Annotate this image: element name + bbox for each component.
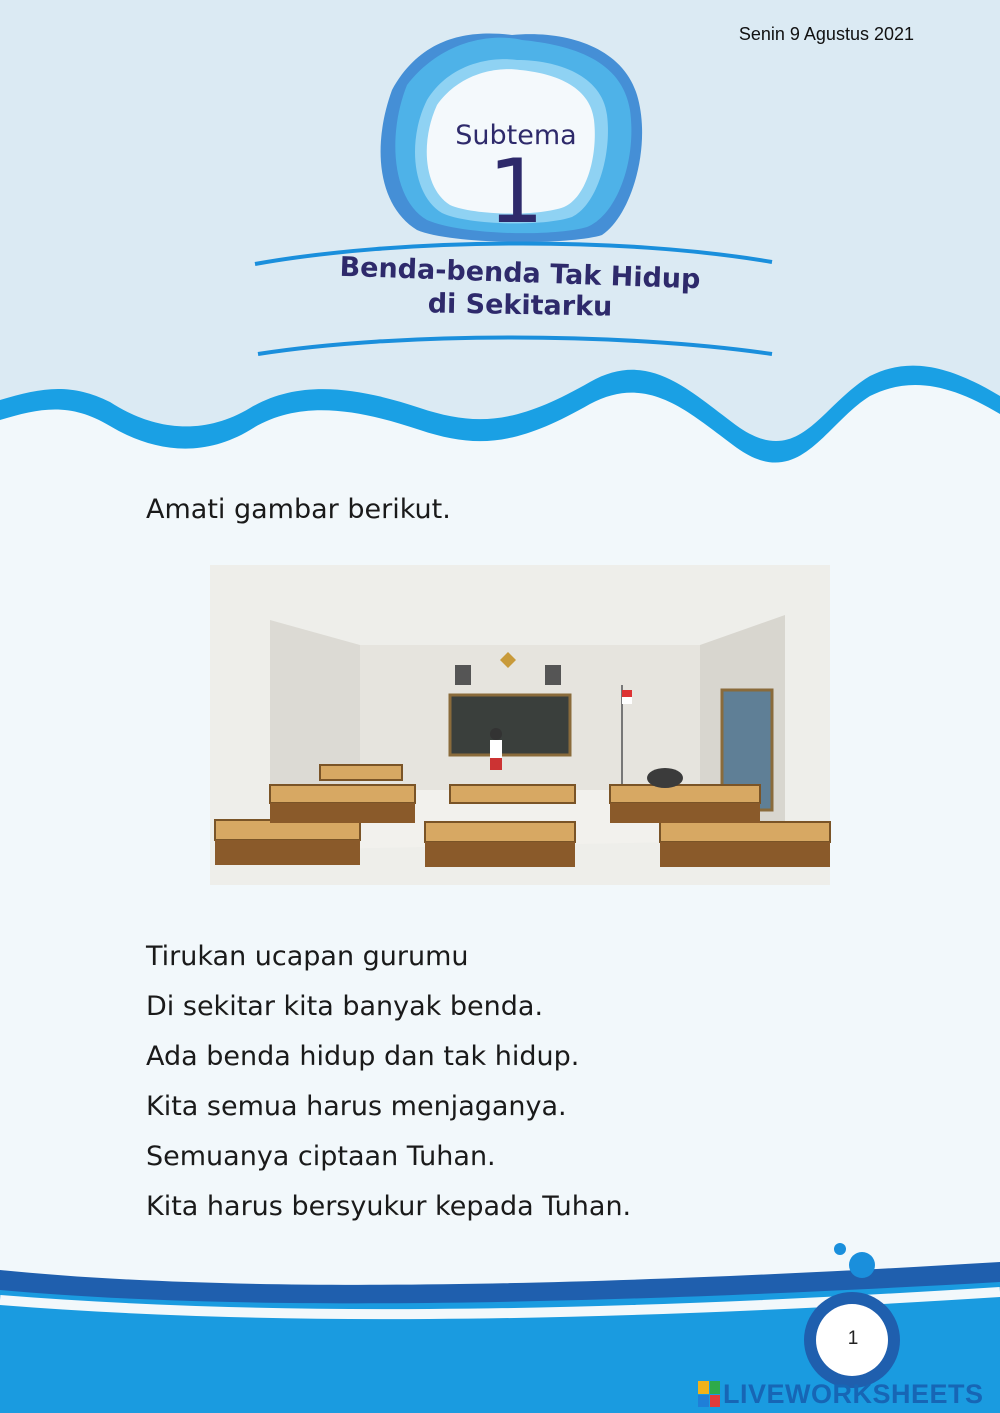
liveworksheets-logo <box>698 1378 984 1410</box>
classroom-illustration <box>200 560 840 890</box>
brand-text: LIVEWORKSHEETS <box>723 1378 984 1409</box>
date-label: Senin 9 Agustus 2021 <box>738 24 914 44</box>
subtema-title-line1: Benda-benda Tak Hidup <box>339 251 701 296</box>
poem-line: Semuanya ciptaan Tuhan. <box>146 1141 496 1172</box>
poem-lines <box>146 932 631 1232</box>
poem-line: Di sekitar kita banyak benda. <box>146 991 544 1022</box>
instruction-text: Amati gambar berikut. <box>146 494 451 525</box>
liveworksheets-icon <box>698 1381 720 1407</box>
poem-line: Kita semua harus menjaganya. <box>146 1091 567 1122</box>
page-number: 1 <box>847 1328 859 1349</box>
subtema-title-line2: di Sekitarku <box>427 288 613 323</box>
poem-line: Ada benda hidup dan tak hidup. <box>146 1041 580 1072</box>
subtema-number: 1 <box>488 140 544 243</box>
subtema-label: Subtema <box>455 120 577 151</box>
poem-line: Kita harus bersyukur kepada Tuhan. <box>146 1191 632 1222</box>
poem-line: Tirukan ucapan gurumu <box>146 941 469 972</box>
